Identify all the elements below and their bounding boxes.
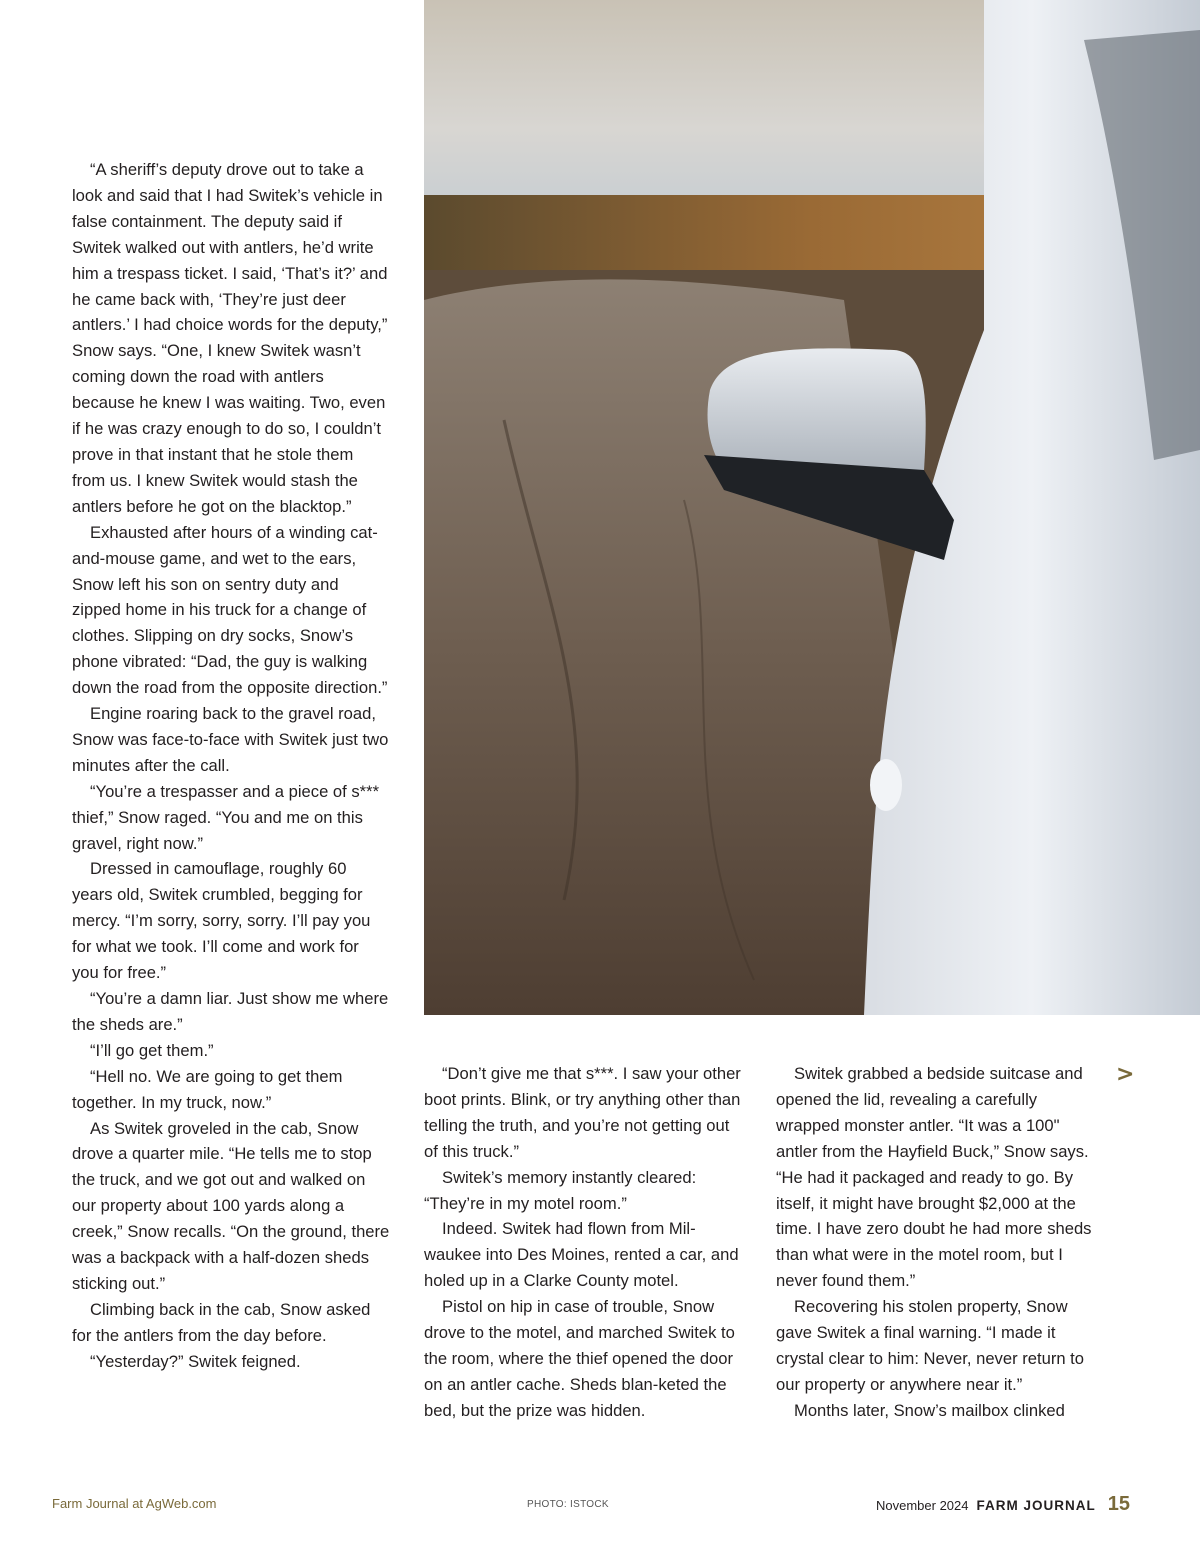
paragraph: Exhausted after hours of a winding cat-and-mouse game, and wet to the ears, Snow left his son on sentry duty and zipped home in his truck for a change of clothes. Slipping on dry socks, Snow’s phone vibrated: “Dad, the guy is walking down the road from the opposite direction.” [72,522,388,698]
paragraph: Engine roaring back to the gravel road, Snow was face-to-face with Switek just two minutes after the call. [72,704,389,775]
footer-site-label: Farm Journal at AgWeb.com [52,1496,217,1511]
issue-date: November 2024 [876,1498,969,1513]
paragraph: “You’re a trespasser and a piece of s*** thief,” Snow raged. “You and me on this gravel, right now.” [72,781,380,853]
paragraph: Pistol on hip in case of trouble, Snow drove to the motel, and marched Switek to the room, where the thief opened the door on an antler cache. Sheds blan-keted the bed, but the prize was hidden. [424,1297,735,1420]
continue-arrow-icon: > [1116,1062,1135,1087]
article-column-3 [776,1061,1098,1424]
paragraph: Months later, Snow’s mailbox clinked [794,1400,1065,1420]
paragraph: “You’re a damn liar. Just show me where the sheds are.” [72,989,389,1034]
paragraph: As Switek groveled in the cab, Snow drove a quarter mile. “He tells me to stop the truck, and we got out and walked on our property about 100 yards along a creek,” Snow recalls. “On the ground, there was a backpack with a half-dozen sheds sticking out.” [72,1118,390,1293]
paragraph: “I’ll go get them.” [90,1040,214,1060]
paragraph: Switek’s memory instantly cleared: “They’re in my motel room.” [424,1167,697,1213]
paragraph: Dressed in camouflage, roughly 60 years old, Switek crumbled, begging for mercy. “I’m sorry, sorry, sorry. I’ll pay you for what we took. I’ll come and work for you for free.” [72,859,371,983]
article-column-1 [72,157,390,1375]
article-photo [424,0,1200,1015]
paragraph: Climbing back in the cab, Snow asked for the antlers from the day before. [72,1299,371,1345]
paragraph: Indeed. Switek had flown from Mil-waukee into Des Moines, rented a car, and holed up in a Clarke County motel. [424,1219,739,1291]
paragraph: “Hell no. We are going to get them together. In my truck, now.” [72,1066,343,1112]
paragraph: “A sheriff’s deputy drove out to take a look and said that I had Switek’s vehicle in false containment. The deputy said if Switek walked out with antlers, he’d write him a trespass ticket. I said, ‘That’s it?’ and he came back with, ‘They’re just deer antlers.’ I had choice words for the deputy,” Snow says. “One, I knew Switek wasn’t coming down the road with antlers because he knew I was waiting. Two, even if he was crazy enough to do so, I couldn’t prove in that instant that he stole them from us. I knew Switek would stash the antlers before he got on the blacktop.” [72,160,388,516]
article-column-2 [424,1061,742,1424]
page-number: 15 [1107,1493,1130,1515]
magazine-name: FARM JOURNAL [976,1498,1096,1513]
paragraph: Recovering his stolen property, Snow gave Switek a final warning. “I made it crystal clear to him: Never, never return to our property or anywhere near it.” [776,1297,1085,1394]
footer-folio [876,1493,1130,1516]
paragraph: Switek grabbed a bedside suitcase and opened the lid, revealing a carefully wrapped monster antler. “It was a 100" antler from the Hayfield Buck,” Snow says. “He had it packaged and ready to go. By itself, it might have brought $2,000 at the time. I have zero doubt he had more sheds than what were in the motel room, but I never found them.” [776,1064,1092,1291]
photo-credit: PHOTO: ISTOCK [527,1499,609,1510]
paragraph: “Yesterday?” Switek feigned. [90,1351,301,1371]
paragraph: “Don’t give me that s***. I saw your other boot prints. Blink, or try anything other than telling the truth, and you’re not getting out of this truck.” [424,1064,741,1161]
